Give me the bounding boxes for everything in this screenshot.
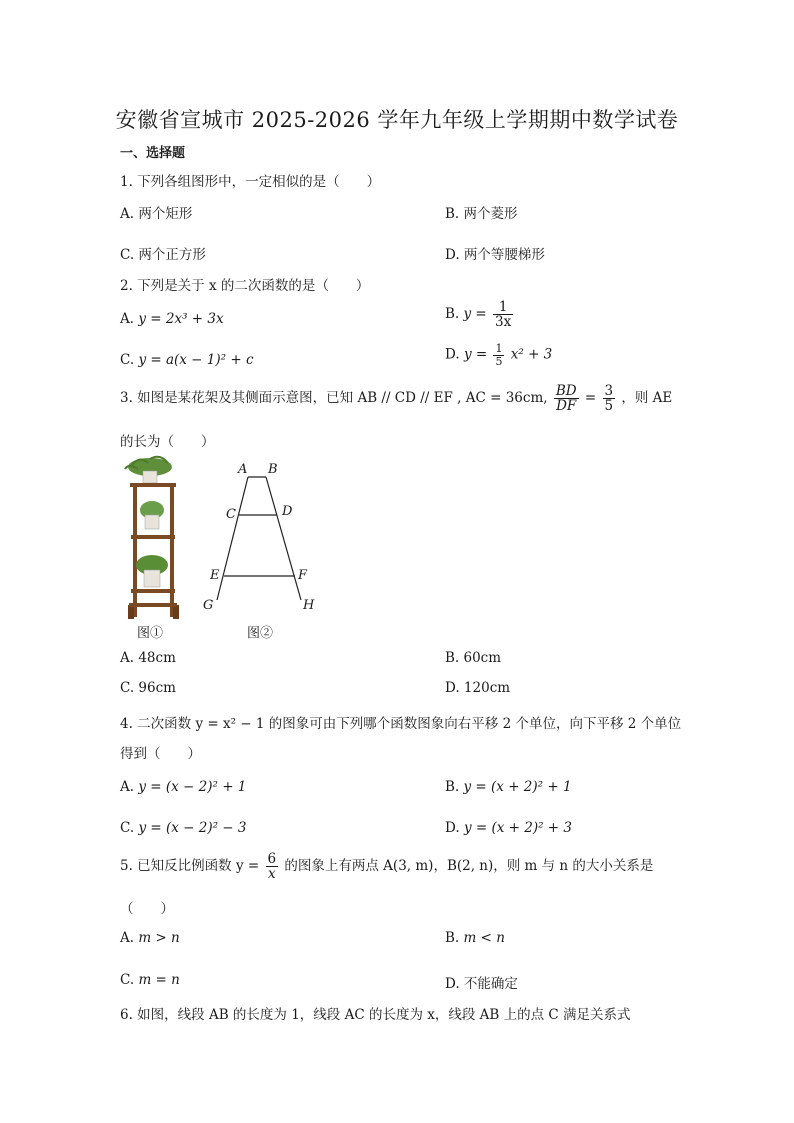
q4-option-a-label: A. (120, 779, 135, 795)
q3-option-b: B. 60cm (445, 650, 502, 666)
q5-stem-text: 5. 已知反比例函数 y = (120, 858, 260, 875)
q1-option-c: C. 两个正方形 (120, 247, 206, 263)
q5-option-c-label: C. (120, 972, 135, 988)
question-6-stem: 6. 如图，线段 AB 的长度为 1，线段 AC 的长度为 x，线段 AB 上的点 C 满足关系式 (120, 1007, 631, 1023)
page-title: 安徽省宣城市 2025-2026 学年九年级上学期期中数学试卷 (115, 108, 679, 132)
q2-option-c (120, 352, 254, 368)
q5-option-b-formula: m < n (463, 930, 505, 946)
question-3-stem-cont: 的长为（ ） (120, 434, 215, 450)
point-label-a: A (238, 462, 248, 477)
q2-option-d-lhs: y = (463, 346, 488, 363)
fraction-denominator: 5 (604, 398, 614, 415)
point-label-c: C (226, 507, 236, 522)
q2-option-a (120, 311, 224, 327)
q2-option-b (445, 300, 515, 329)
point-label-e: E (210, 568, 220, 583)
q4-option-c-formula: y = (x − 2)² − 3 (138, 820, 247, 836)
q3-figure (120, 455, 335, 640)
q2-option-a-formula: y = 2x³ + 3x (138, 311, 224, 327)
q3-stem-tail: ，则 AE (621, 390, 673, 407)
figure-2-caption: 图② (247, 626, 274, 641)
q3-option-a: A. 48cm (120, 650, 176, 666)
q3-stem-text: 3. 如图是某花架及其侧面示意图，已知 AB // CD // EF , AC = 36cm, (120, 390, 548, 407)
q3-option-d: D. 120cm (445, 680, 511, 696)
question-3-stem (120, 384, 672, 413)
side-view-diagram (217, 477, 301, 600)
plant-stand-photo (125, 457, 179, 619)
q1-option-a: A. 两个矩形 (120, 206, 193, 222)
fraction-numerator: 3 (604, 383, 614, 399)
question-1-stem: 1. 下列各组图形中，一定相似的是（ ） (120, 174, 381, 190)
q4-option-d (445, 820, 572, 836)
question-4-stem: 4. 二次函数 y = x² − 1 的图象可由下列哪个函数图象向右平移 2 个单位，向下平移 2 个单位 (120, 716, 682, 732)
q2-option-d-rhs: x² + 3 (510, 346, 553, 363)
q4-option-a-formula: y = (x − 2)² + 1 (138, 779, 247, 795)
question-4-stem-cont: 得到（ ） (120, 746, 201, 762)
point-label-g: G (203, 598, 214, 613)
q4-option-b-formula: y = (x + 2)² + 1 (463, 779, 572, 795)
q2-option-a-label: A. (120, 311, 135, 327)
fraction-denominator: x (267, 866, 276, 883)
question-5-paren: （ ） (120, 901, 174, 917)
plant-stand-illustration (120, 455, 335, 640)
q2-option-b-lhs: y = (463, 306, 487, 323)
figure-1-caption: 图① (137, 626, 164, 641)
q5-option-b (445, 930, 505, 946)
q5-option-a (120, 930, 180, 946)
q2-option-d (445, 343, 552, 367)
q2-option-d-fraction (493, 343, 504, 367)
q4-option-d-label: D. (445, 820, 460, 836)
q5-option-a-label: A. (120, 930, 135, 946)
q4-option-b-label: B. (445, 779, 460, 795)
q5-function-fraction (266, 852, 279, 881)
q5-option-c-formula: m = n (138, 972, 180, 988)
point-label-b: B (268, 462, 278, 477)
question-5-stem (120, 852, 653, 881)
fraction-denominator: DF (556, 398, 577, 415)
q5-option-d: D. 不能确定 (445, 976, 518, 992)
fraction-numerator: BD (555, 383, 577, 399)
point-label-f: F (298, 568, 308, 583)
q4-option-c-label: C. (120, 820, 135, 836)
q2-option-b-fraction (493, 300, 513, 329)
q3-option-c: C. 96cm (120, 680, 176, 696)
q2-option-c-label: C. (120, 352, 135, 368)
q2-option-d-label: D. (445, 346, 460, 363)
q5-option-a-formula: m > n (138, 930, 180, 946)
q3-ratio-fraction (554, 384, 579, 413)
q1-option-d: D. 两个等腰梯形 (445, 247, 545, 263)
q4-option-c (120, 820, 246, 836)
q1-option-b: B. 两个菱形 (445, 206, 518, 222)
q3-equals: = (584, 390, 597, 407)
q3-value-fraction (603, 384, 616, 413)
q5-option-c (120, 972, 180, 988)
point-label-h: H (303, 598, 315, 613)
fraction-numerator: 1 (495, 342, 503, 355)
q2-option-b-label: B. (445, 306, 460, 323)
point-label-d: D (282, 504, 293, 519)
section-heading: 一、选择题 (120, 146, 186, 161)
q5-stem-tail: 的图象上有两点 A(3, m)，B(2, n)，则 m 与 n 的大小关系是 (284, 858, 654, 875)
q5-option-b-label: B. (445, 930, 460, 946)
q4-option-d-formula: y = (x + 2)² + 3 (463, 820, 572, 836)
q2-option-c-formula: y = a(x − 1)² + c (138, 352, 254, 368)
question-2-stem: 2. 下列是关于 x 的二次函数的是（ ） (120, 278, 370, 294)
q4-option-a (120, 779, 246, 795)
fraction-numerator: 1 (493, 300, 513, 315)
fraction-numerator: 6 (267, 851, 277, 867)
fraction-denominator: 5 (495, 354, 503, 368)
fraction-denominator: 3x (495, 314, 512, 331)
q4-option-b (445, 779, 572, 795)
